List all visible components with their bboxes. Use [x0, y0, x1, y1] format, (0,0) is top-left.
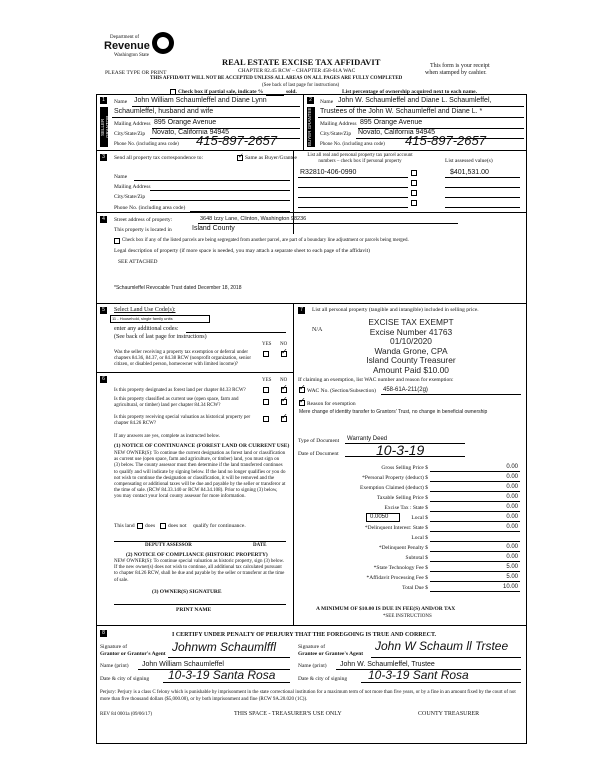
tax-row-value: 5.00 [506, 574, 518, 580]
q-forest-yes-checkbox[interactable] [263, 387, 269, 393]
rev-label: REV 84 0001a (09/06/17) [100, 712, 152, 717]
buyer-name-1: John W. Schaumleffel and Diane L. Schaumleffel, [338, 97, 492, 104]
q-forest: Is this property designated as forest land per chapter 84.33 RCW? [114, 388, 246, 393]
section-3-number: 3 [100, 154, 107, 161]
buyer-phone: 415-897-2657 [405, 133, 486, 148]
located-label: This property is located in [114, 227, 172, 233]
qualify-label: qualify for continuance. [193, 523, 246, 529]
form-chapter: CHAPTER 82.45 RCW – CHAPTER 458-61A WAC [238, 68, 356, 74]
trust-note: *Schaumleffel Revocable Trust dated December 18, 2018 [114, 285, 242, 291]
section-6-number: 6 [100, 376, 107, 383]
section-5-number: 5 [100, 307, 107, 314]
q-exemption-yes-checkbox[interactable] [263, 351, 269, 357]
buyer-city-label: City/State/Zip [320, 131, 352, 137]
q-current-use: Is this property classified as current use (open space, farm and agricultural, or timber) land per chapter 84.34 RCW? [114, 397, 239, 408]
personal-na: N/A [312, 327, 323, 333]
q-special: Is this property receiving special valuation as historical property per chapter 84.26 RCW? [114, 415, 251, 426]
street-value: 3648 Izzy Lane, Clinton, Washington 98236 [200, 216, 307, 222]
tax-row-label: *State Technology Fee $ [373, 565, 428, 571]
buyer-name-label: Name [320, 99, 334, 105]
buyer-mailing-label: Mailing Address [320, 121, 357, 127]
buyer-side-label: BUYER GRANTEE [307, 107, 315, 147]
enter-additional: enter any additional codes: [114, 326, 179, 332]
assessed-header: List assessed value(s) [445, 158, 493, 164]
seller-city: Novato, California 94945 [152, 129, 230, 136]
see-back: (See back of last page for instructions) [262, 83, 340, 88]
stamp-line4: Wanda Grone, CPA [374, 345, 448, 356]
owner-sig-label: (3) OWNER(S) SIGNATURE [152, 589, 222, 595]
parcel-4-checkbox[interactable] [411, 200, 417, 206]
date-doc-label: Date of Document [298, 451, 339, 457]
tax-row-label: Local $ [411, 535, 428, 541]
does-not-checkbox[interactable] [160, 523, 166, 529]
dor-logo [104, 32, 184, 66]
seller-mailing-label: Mailing Address [114, 121, 151, 127]
send-label: Send all property tax correspondence to: [114, 155, 204, 161]
tax-row-label: Exemption Claimed (deduct) $ [360, 485, 428, 491]
parcel-3-checkbox[interactable] [411, 190, 417, 196]
stamp-line2: Excise Number 41763 [369, 326, 453, 337]
stamp-line5: Island County Treasurer [366, 355, 456, 365]
grantee-sig-label1: Signature of [298, 644, 326, 650]
grantee-sig-label2: Grantee or Grantee's Agent [298, 651, 364, 657]
deputy-date-label: DATE [253, 543, 267, 548]
legal-desc-label: Legal description of property (if more space is needed, you may attach a separate sheet to each page of the affidavit) [114, 248, 370, 254]
dept-line3: Washington State [114, 53, 150, 58]
segregated-label: Check box if any of the listed parcels are being segregated from another parcel, are part of a boundary line adjustment or parcels being merged. [122, 238, 409, 243]
stamp-line6: Amount Paid $10.00 [373, 364, 449, 375]
local-rate-box [366, 513, 400, 522]
stamp-line3: 01/10/2020 [390, 336, 432, 346]
does-label: does [145, 523, 156, 529]
grantee-date-label: Date & city of signing [298, 676, 348, 682]
wac-label: WAC No. (Section/Subsection) [307, 388, 376, 394]
reason-label: Reason for exemption [307, 401, 356, 407]
grantee-name-label: Name (print) [298, 663, 327, 669]
notice-text: NEW OWNER(S): To continue the current designation as forest land or classification as current use (open space, farm and agriculture, or timber) land, you must sign on (3) below. The county assessor must then determine if the land transferred continues to qualify and will indicate by signing below. If the land no longer qualifies or you do not wish to continue the designation or classification, it will be removed and the compensating or additional taxes will be due and payable by the seller or transferor at the time of sale. (RCW 84.33.140 or RCW 84.34.108). Prior to signing (3) below, you may contact your local county assessor for more information. [114, 451, 286, 500]
not-accepted: THIS AFFIDAVIT WILL NOT BE ACCEPTED UNLESS ALL AREAS ON ALL PAGES ARE FULLY COMPLETED [150, 76, 403, 81]
tax-row-label: *Affidavit Processing Fee $ [366, 575, 428, 581]
tax-row-label: Local $ [411, 515, 428, 521]
q-current-use-no-check: ✓ [281, 395, 288, 404]
buyer-city: Novato, California 94945 [358, 129, 436, 136]
grantor-sig-label2: Grantor or Grantor's Agent [100, 651, 166, 657]
seller-phone: 415-897-2657 [196, 133, 277, 148]
seller-mailing: 895 Orange Avenue [154, 119, 217, 126]
tax-row-value: 0.00 [506, 524, 518, 530]
minimum-label: A MINIMUM OF $10.00 IS DUE IN FEE(S) AND/OR TAX [316, 606, 456, 612]
tax-row-value: 10.00 [502, 584, 518, 590]
grantor-signature[interactable]: Johnwm Schaumlffl [172, 640, 277, 654]
exempt-stamp [336, 318, 486, 375]
street-label: Street address of property: [114, 217, 173, 223]
grantor-sig-label1: Signature of [100, 644, 128, 650]
grantor-date: 10-3-19 Santa Rosa [168, 668, 276, 682]
sold-label: sold. [286, 89, 297, 95]
deputy-label: DEPUTY ASSESSOR [145, 543, 192, 548]
tax-row-label: Gross Selling Price $ [381, 465, 428, 471]
tax-row-value: 0.00 [506, 464, 518, 470]
segregated-checkbox[interactable] [114, 238, 120, 244]
if-yes: If any answers are yes, complete as instructed below. [114, 434, 221, 439]
seller-city-label: City/State/Zip [114, 131, 146, 137]
local-rate-value: 0.0050 [370, 514, 389, 520]
form-title: REAL ESTATE EXCISE TAX AFFIDAVIT [222, 57, 381, 67]
claiming-label: If claiming an exemption, list WAC number and reason for exemption: [298, 377, 454, 383]
list-parcels-header: List all real and personal property tax parcel account numbers – check box if personal property [307, 153, 413, 164]
type-doc-value: Warranty Deed [347, 436, 388, 442]
does-not-label: does not [168, 523, 187, 529]
print-name-label: PRINT NAME [176, 607, 212, 613]
list-pct: List percentage of ownership acquired next to each name. [342, 89, 477, 95]
seller-name-label: Name [114, 99, 128, 105]
tax-row-value: 0.00 [506, 554, 518, 560]
seller-name-2: Schaumleffel, husband and wife [114, 108, 214, 115]
see-attached: SEE ATTACHED [118, 259, 158, 265]
q-current-use-yes-checkbox[interactable] [263, 399, 269, 405]
county-treasurer: COUNTY TREASURER [418, 711, 480, 717]
grantee-signature[interactable]: John W Schaum ll Trstee [375, 639, 509, 653]
dept-line1: Department of [110, 35, 140, 40]
s3-name-label: Name [114, 174, 128, 180]
section-2-number: 2 [307, 97, 314, 104]
tax-row-label: *Delinquent Penalty $ [378, 545, 428, 551]
type-print: PLEASE TYPE OR PRINT [105, 70, 167, 76]
tax-row-label: Subtotal $ [405, 555, 428, 561]
reason-check: ✓ [299, 396, 306, 405]
receipt-1: This form is your receipt [430, 63, 490, 69]
select-land-label: Select Land Use Code(s): [114, 307, 176, 313]
tax-row-label: Total Due $ [402, 585, 428, 591]
certify-label: I CERTIFY UNDER PENALTY OF PERJURY THAT THE FOREGOING IS TRUE AND CORRECT. [172, 632, 437, 638]
q-exemption: Was the seller receiving a property tax exemption or deferral under chapters 84.36, 84.37, or 84.38 RCW (nonprofit organization, senior citizen, or disabled person, homeowner with limited income)? [114, 350, 252, 367]
s3-phone-label: Phone No. (including area code) [114, 205, 186, 211]
county-value: Island County [192, 225, 235, 232]
tax-row-label: Taxable Selling Price $ [376, 495, 428, 501]
date-doc-value: 10-3-19 [376, 442, 425, 458]
grantor-date-label: Date & city of signing [100, 676, 150, 682]
q-special-yes-checkbox[interactable] [263, 416, 269, 422]
section-8-number: 8 [100, 630, 107, 637]
s6-no: NO [280, 378, 288, 383]
tax-row-label: *Personal Property (deduct) $ [362, 475, 428, 481]
parcel-1-checkbox[interactable] [411, 170, 417, 176]
section-7-number: 7 [298, 307, 305, 314]
s6-yes: YES [262, 378, 272, 383]
dept-line2: Revenue [104, 40, 150, 52]
tax-row-label: *Delinquent Interest: State $ [364, 525, 428, 531]
grantee-date: 10-3-19 Sant Rosa [368, 668, 469, 682]
parcel-2-checkbox[interactable] [411, 180, 417, 186]
wac-check: ✓ [299, 383, 306, 392]
receipt-2: when stamped by cashier. [425, 70, 487, 76]
treasurer-only: THIS SPACE - TREASURER'S USE ONLY [234, 711, 342, 717]
s3-mailing-label: Mailing Address [114, 184, 151, 190]
compliance-text: NEW OWNER(S): To continue special valuation as historic property, sign (3) below. If the new owner(s) does not wish to continue, all additional tax calculated pursuant to chapter 84.26 RCW, shall be due and payable by the seller or transferor at the time of sale. [114, 559, 285, 583]
compliance-title: (2) NOTICE OF COMPLIANCE (HISTORIC PROPERTY) [126, 552, 268, 558]
tax-row-value: 0.00 [506, 484, 518, 490]
grantor-name-label: Name (print) [100, 663, 129, 669]
notice-title: (1) NOTICE OF CONTINUANCE (FOREST LAND OR CURRENT USE) [114, 443, 290, 449]
tax-row-value: 0.00 [506, 474, 518, 480]
same-label: Same as Buyer/Grantee [245, 155, 297, 161]
this-land-label: This land [114, 523, 135, 529]
does-checkbox[interactable] [137, 523, 143, 529]
s5-no: NO [280, 342, 288, 347]
section-1-number: 1 [100, 97, 107, 104]
tax-row-label: Excise Tax : State $ [384, 505, 428, 511]
tax-row-value: 5.00 [506, 564, 518, 570]
q-exemption-no-check: ✓ [281, 347, 288, 356]
see-instructions: *SEE INSTRUCTIONS [383, 614, 432, 619]
section-4-number: 4 [100, 216, 107, 223]
stamp-line1: EXCISE TAX EXEMPT [368, 317, 454, 327]
s5-see-back: (See back of last page for instructions) [114, 334, 207, 340]
tax-table [296, 465, 526, 597]
list-personal: List all personal property (tangible and intangible) included in selling price. [312, 307, 479, 313]
reason-value: Mere change of identity transfer to Grantors' Trust, no change in beneficial ownership [299, 409, 488, 415]
tax-row-value: 0.00 [506, 494, 518, 500]
buyer-phone-label: Phone No. (including area code) [320, 142, 385, 147]
s3-city-label: City/State/Zip [114, 194, 146, 200]
tax-row-value: 0.00 [506, 544, 518, 550]
partial-sale-label: Check box if partial sale, indicate % [178, 89, 264, 95]
type-doc-label: Type of Document [298, 438, 340, 444]
perjury-text: Perjury: Perjury is a class C felony which is punishable by imprisonment in the state correctional institution for a maximum term of not more than five years, or by a fine in an amount fixed by the court of not more than five thousand dollars ($5,000.00), or by both imprisonment and fine (RCW 9A.20.020 (1C)). [100, 690, 516, 702]
wac-value: 458-61A-211(2g) [383, 387, 428, 393]
seller-name-1: John William Schaumleffel and Diane Lynn [134, 97, 267, 104]
q-forest-no-check: ✓ [281, 383, 288, 392]
grantee-name: John W. Schaumleffel, Trustee [340, 661, 435, 668]
q-special-no-check: ✓ [281, 412, 288, 421]
tax-row-value: 0.00 [506, 514, 518, 520]
grantor-name: John William Schaumleffel [142, 661, 224, 668]
s5-yes: YES [262, 342, 272, 347]
parcel-number: R32810-406-0990 [300, 169, 357, 176]
seller-phone-label: Phone No. (including area code) [114, 142, 179, 147]
buyer-mailing: 895 Orange Avenue [360, 119, 423, 126]
buyer-name-2: Trustees of the John W. Schaumleffel and Diane L. * [320, 108, 483, 115]
tax-row-value: 0.00 [506, 504, 518, 510]
same-as-buyer-check: ✓ [238, 152, 244, 160]
seller-side-label: SELLER GRANTOR [100, 107, 108, 147]
land-code-value: 11 - Household, single family units [112, 316, 173, 321]
assessed-value: $401,531.00 [450, 169, 489, 176]
